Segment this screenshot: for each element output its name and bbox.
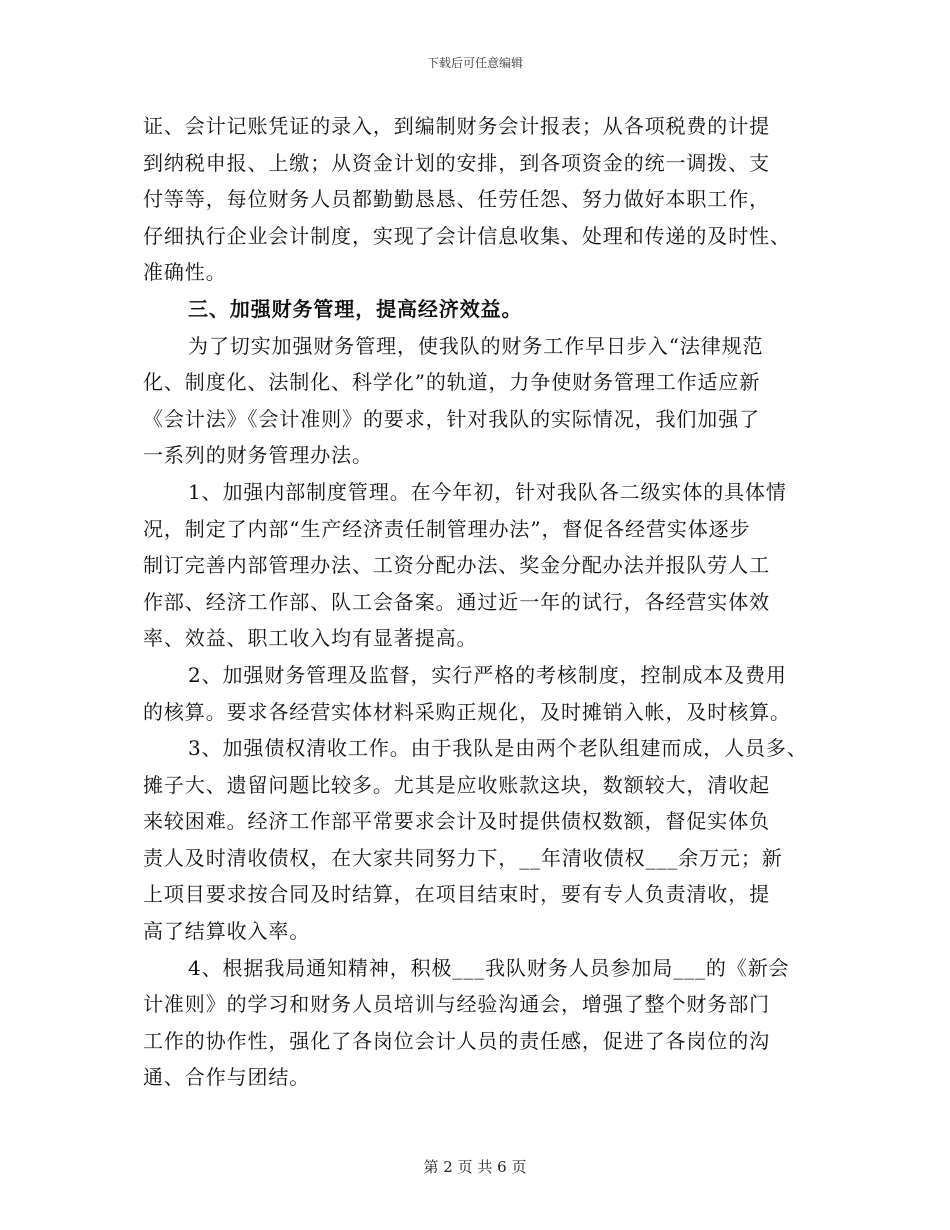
text-line: 付等等，每位财务人员都勤勤恳恳、任劳任怨、努力做好本职工作， xyxy=(143,187,770,212)
page-footer: 第 2 页 共 6 页 xyxy=(423,1158,527,1176)
text-line: 准确性。 xyxy=(143,260,227,285)
text-line: 仔细执行企业会计制度，实现了会计信息收集、处理和传递的及时性、 xyxy=(143,223,791,248)
text-line: 摊子大、遗留问题比较多。尤其是应收账款这块，数额较大，清收起 xyxy=(143,772,770,797)
text-line: 工作的协作性，强化了各岗位会计人员的责任感，促进了各岗位的沟 xyxy=(143,1028,770,1053)
text-line: 4、根据我局通知精神，积极___我队财务人员参加局___的《新会 xyxy=(188,955,790,980)
text-line: 作部、经济工作部、队工会备案。通过近一年的试行，各经营实体效 xyxy=(143,589,770,614)
text-line: 通、合作与团结。 xyxy=(143,1065,311,1090)
text-line: 3、加强债权清收工作。由于我队是由两个老队组建而成，人员多、 xyxy=(188,736,808,761)
text-line: 到纳税申报、上缴；从资金计划的安排，到各项资金的统一调拨、支 xyxy=(143,150,770,175)
text-line: 上项目要求按合同及时结算，在项目结束时，要有专人负责清收，提 xyxy=(143,882,770,907)
section-heading: 三、加强财务管理，提高经济效益。 xyxy=(188,296,523,321)
text-line: 《会计法》《会计准则》的要求，针对我队的实际情况，我们加强了 xyxy=(143,406,760,431)
text-line: 的核算。要求各经营实体材料采购正规化，及时摊销入帐，及时核算。 xyxy=(143,699,791,724)
text-line: 计准则》的学习和财务人员培训与经验沟通会，增强了整个财务部门 xyxy=(143,992,770,1017)
text-line: 来较困难。经济工作部平常要求会计及时提供债权数额，督促实体负 xyxy=(143,809,770,834)
text-line: 证、会计记账凭证的录入，到编制财务会计报表；从各项税费的计提 xyxy=(143,114,770,138)
text-line: 况，制定了内部“生产经济责任制管理办法”，督促各经营实体逐步 xyxy=(143,516,751,541)
text-line: 一系列的财务管理办法。 xyxy=(143,443,373,468)
text-line: 高了结算收入率。 xyxy=(143,919,311,944)
text-line: 率、效益、职工收入均有显著提高。 xyxy=(143,626,478,651)
text-line: 为了切实加强财务管理，使我队的财务工作早日步入“法律规范 xyxy=(188,333,764,358)
text-line: 2、加强财务管理及监督，实行严格的考核制度，控制成本及费用 xyxy=(188,662,787,687)
text-line: 1、加强内部制度管理。在今年初，针对我队各二级实体的具体情 xyxy=(188,479,787,504)
document-body xyxy=(143,108,833,1096)
text-line: 化、制度化、法制化、科学化”的轨道，力争使财务管理工作适应新 xyxy=(143,370,761,395)
text-line: 制订完善内部管理办法、工资分配办法、奖金分配办法并报队劳人工 xyxy=(143,553,770,578)
text-line: 责人及时清收债权，在大家共同努力下，__年清收债权___余万元；新 xyxy=(143,845,783,870)
page-header: 下载后可任意编辑 xyxy=(426,56,523,70)
